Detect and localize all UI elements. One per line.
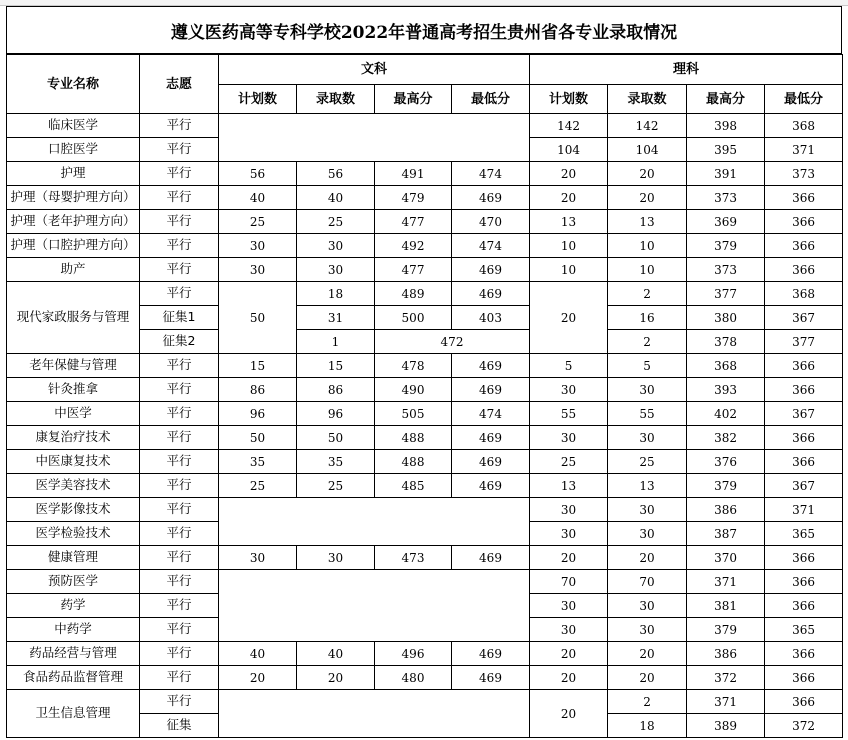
science-admit-cell[interactable]: 142 bbox=[608, 114, 687, 138]
table-row bbox=[7, 210, 843, 234]
science-min-cell[interactable]: 365 bbox=[765, 522, 843, 546]
science-plan-cell[interactable]: 104 bbox=[530, 138, 608, 162]
science-max-cell[interactable]: 370 bbox=[687, 546, 765, 570]
science-max-cell[interactable]: 368 bbox=[687, 354, 765, 378]
arts-admit-cell[interactable]: 30 bbox=[297, 546, 375, 570]
arts-admit-cell[interactable]: 40 bbox=[297, 642, 375, 666]
table-row bbox=[7, 114, 843, 138]
arts-plan-cell[interactable]: 25 bbox=[219, 210, 297, 234]
science-admit-cell[interactable]: 30 bbox=[608, 378, 687, 402]
arts-max-cell[interactable]: 488 bbox=[375, 426, 452, 450]
science-min-cell[interactable]: 366 bbox=[765, 570, 843, 594]
arts-empty-cell[interactable] bbox=[219, 690, 530, 738]
type-cell[interactable]: 平行 bbox=[140, 450, 219, 474]
header-arts-col-2[interactable]: 最高分 bbox=[375, 85, 452, 114]
arts-min-cell[interactable]: 474 bbox=[452, 402, 530, 426]
science-max-cell[interactable]: 387 bbox=[687, 522, 765, 546]
header-science-col-2[interactable]: 最高分 bbox=[687, 85, 765, 114]
science-admit-cell[interactable]: 2 bbox=[608, 690, 687, 714]
science-plan-cell[interactable]: 142 bbox=[530, 114, 608, 138]
arts-min-cell[interactable]: 403 bbox=[452, 306, 530, 330]
table-row bbox=[7, 234, 843, 258]
science-admit-cell[interactable]: 13 bbox=[608, 210, 687, 234]
type-cell[interactable]: 平行 bbox=[140, 690, 219, 714]
science-admit-cell[interactable]: 30 bbox=[608, 426, 687, 450]
arts-min-cell[interactable]: 469 bbox=[452, 282, 530, 306]
table-row bbox=[7, 546, 843, 570]
science-max-cell[interactable]: 395 bbox=[687, 138, 765, 162]
arts-min-cell[interactable]: 469 bbox=[452, 378, 530, 402]
arts-score-cell[interactable]: 472 bbox=[375, 330, 530, 354]
major-cell[interactable]: 中医学 bbox=[7, 402, 140, 426]
arts-min-cell[interactable]: 469 bbox=[452, 186, 530, 210]
science-plan-cell[interactable]: 13 bbox=[530, 210, 608, 234]
type-cell[interactable]: 征集1 bbox=[140, 306, 219, 330]
admission-table-wrap bbox=[6, 54, 842, 740]
science-max-cell[interactable]: 402 bbox=[687, 402, 765, 426]
science-max-cell[interactable]: 373 bbox=[687, 186, 765, 210]
arts-plan-cell[interactable]: 20 bbox=[219, 666, 297, 690]
type-cell[interactable]: 平行 bbox=[140, 498, 219, 522]
table-row bbox=[7, 162, 843, 186]
header-arts[interactable]: 文科 bbox=[219, 55, 530, 85]
table-row bbox=[7, 450, 843, 474]
arts-min-cell[interactable]: 474 bbox=[452, 234, 530, 258]
arts-min-cell[interactable]: 469 bbox=[452, 426, 530, 450]
science-plan-cell[interactable]: 20 bbox=[530, 282, 608, 354]
arts-min-cell[interactable]: 469 bbox=[452, 546, 530, 570]
arts-max-cell[interactable]: 478 bbox=[375, 354, 452, 378]
type-cell[interactable]: 平行 bbox=[140, 546, 219, 570]
major-cell[interactable]: 医学影像技术 bbox=[7, 498, 140, 522]
major-cell[interactable]: 药学 bbox=[7, 594, 140, 618]
science-admit-cell[interactable]: 20 bbox=[608, 186, 687, 210]
major-cell[interactable]: 食品药品监督管理 bbox=[7, 666, 140, 690]
arts-min-cell[interactable]: 469 bbox=[452, 258, 530, 282]
science-min-cell[interactable]: 367 bbox=[765, 474, 843, 498]
science-max-cell[interactable]: 373 bbox=[687, 258, 765, 282]
science-max-cell[interactable]: 379 bbox=[687, 474, 765, 498]
major-cell[interactable]: 临床医学 bbox=[7, 114, 140, 138]
arts-admit-cell[interactable]: 20 bbox=[297, 666, 375, 690]
arts-admit-cell[interactable]: 30 bbox=[297, 234, 375, 258]
arts-admit-cell[interactable]: 40 bbox=[297, 186, 375, 210]
type-cell[interactable]: 平行 bbox=[140, 162, 219, 186]
science-plan-cell[interactable]: 25 bbox=[530, 450, 608, 474]
type-cell[interactable]: 平行 bbox=[140, 282, 219, 306]
type-cell[interactable]: 平行 bbox=[140, 138, 219, 162]
type-cell[interactable]: 平行 bbox=[140, 234, 219, 258]
table-row bbox=[7, 666, 843, 690]
arts-admit-cell[interactable]: 25 bbox=[297, 474, 375, 498]
science-max-cell[interactable]: 398 bbox=[687, 114, 765, 138]
science-admit-cell[interactable]: 18 bbox=[608, 714, 687, 738]
science-max-cell[interactable]: 377 bbox=[687, 282, 765, 306]
arts-admit-cell[interactable]: 18 bbox=[297, 282, 375, 306]
science-admit-cell[interactable]: 104 bbox=[608, 138, 687, 162]
header-row-1 bbox=[7, 55, 843, 85]
science-min-cell[interactable]: 367 bbox=[765, 306, 843, 330]
arts-admit-cell[interactable]: 96 bbox=[297, 402, 375, 426]
header-arts-col-1[interactable]: 录取数 bbox=[297, 85, 375, 114]
major-cell[interactable]: 助产 bbox=[7, 258, 140, 282]
table-row bbox=[7, 354, 843, 378]
science-plan-cell[interactable]: 20 bbox=[530, 666, 608, 690]
science-plan-cell[interactable]: 20 bbox=[530, 162, 608, 186]
major-cell[interactable]: 护理（母婴护理方向） bbox=[7, 186, 140, 210]
arts-empty-cell[interactable] bbox=[219, 114, 530, 162]
type-cell[interactable]: 平行 bbox=[140, 258, 219, 282]
major-cell[interactable]: 中医康复技术 bbox=[7, 450, 140, 474]
table-row bbox=[7, 498, 843, 522]
arts-admit-cell[interactable]: 31 bbox=[297, 306, 375, 330]
type-cell[interactable]: 平行 bbox=[140, 594, 219, 618]
arts-max-cell[interactable]: 505 bbox=[375, 402, 452, 426]
major-cell[interactable]: 现代家政服务与管理 bbox=[7, 282, 140, 354]
science-plan-cell[interactable]: 10 bbox=[530, 234, 608, 258]
table-row bbox=[7, 402, 843, 426]
science-admit-cell[interactable]: 10 bbox=[608, 258, 687, 282]
arts-plan-cell[interactable]: 40 bbox=[219, 642, 297, 666]
arts-max-cell[interactable]: 500 bbox=[375, 306, 452, 330]
science-min-cell[interactable]: 366 bbox=[765, 258, 843, 282]
science-plan-cell[interactable]: 30 bbox=[530, 618, 608, 642]
science-plan-cell[interactable]: 30 bbox=[530, 498, 608, 522]
science-min-cell[interactable]: 368 bbox=[765, 114, 843, 138]
header-type[interactable]: 志愿 bbox=[140, 55, 219, 114]
science-plan-cell[interactable]: 20 bbox=[530, 642, 608, 666]
major-cell[interactable]: 药品经营与管理 bbox=[7, 642, 140, 666]
science-admit-cell[interactable]: 30 bbox=[608, 594, 687, 618]
major-cell[interactable]: 健康管理 bbox=[7, 546, 140, 570]
arts-min-cell[interactable]: 469 bbox=[452, 642, 530, 666]
science-min-cell[interactable]: 365 bbox=[765, 618, 843, 642]
science-min-cell[interactable]: 366 bbox=[765, 186, 843, 210]
arts-plan-cell[interactable]: 35 bbox=[219, 450, 297, 474]
science-plan-cell[interactable]: 20 bbox=[530, 186, 608, 210]
science-admit-cell[interactable]: 20 bbox=[608, 162, 687, 186]
science-plan-cell[interactable]: 30 bbox=[530, 426, 608, 450]
science-plan-cell[interactable]: 30 bbox=[530, 594, 608, 618]
science-admit-cell[interactable]: 10 bbox=[608, 234, 687, 258]
type-cell[interactable]: 征集2 bbox=[140, 330, 219, 354]
arts-max-cell[interactable]: 488 bbox=[375, 450, 452, 474]
table-row bbox=[7, 258, 843, 282]
arts-admit-cell[interactable]: 30 bbox=[297, 258, 375, 282]
science-max-cell[interactable]: 391 bbox=[687, 162, 765, 186]
arts-max-cell[interactable]: 477 bbox=[375, 258, 452, 282]
science-min-cell[interactable]: 373 bbox=[765, 162, 843, 186]
science-max-cell[interactable]: 389 bbox=[687, 714, 765, 738]
type-cell[interactable]: 平行 bbox=[140, 474, 219, 498]
arts-admit-cell[interactable]: 15 bbox=[297, 354, 375, 378]
science-admit-cell[interactable]: 5 bbox=[608, 354, 687, 378]
type-cell[interactable]: 平行 bbox=[140, 186, 219, 210]
science-plan-cell[interactable]: 10 bbox=[530, 258, 608, 282]
science-min-cell[interactable]: 371 bbox=[765, 498, 843, 522]
arts-max-cell[interactable]: 489 bbox=[375, 282, 452, 306]
science-min-cell[interactable]: 372 bbox=[765, 714, 843, 738]
arts-empty-cell[interactable] bbox=[219, 570, 530, 642]
arts-plan-cell[interactable]: 30 bbox=[219, 258, 297, 282]
science-min-cell[interactable]: 371 bbox=[765, 138, 843, 162]
science-max-cell[interactable]: 393 bbox=[687, 378, 765, 402]
science-plan-cell[interactable]: 30 bbox=[530, 378, 608, 402]
science-min-cell[interactable]: 366 bbox=[765, 642, 843, 666]
arts-admit-cell[interactable]: 35 bbox=[297, 450, 375, 474]
science-max-cell[interactable]: 371 bbox=[687, 570, 765, 594]
science-min-cell[interactable]: 366 bbox=[765, 354, 843, 378]
type-cell[interactable]: 平行 bbox=[140, 642, 219, 666]
type-cell[interactable]: 平行 bbox=[140, 378, 219, 402]
type-cell[interactable]: 平行 bbox=[140, 114, 219, 138]
arts-max-cell[interactable]: 492 bbox=[375, 234, 452, 258]
table-row bbox=[7, 570, 843, 594]
science-admit-cell[interactable]: 30 bbox=[608, 618, 687, 642]
science-admit-cell[interactable]: 2 bbox=[608, 330, 687, 354]
science-max-cell[interactable]: 371 bbox=[687, 690, 765, 714]
science-plan-cell[interactable]: 30 bbox=[530, 522, 608, 546]
type-cell[interactable]: 平行 bbox=[140, 402, 219, 426]
science-plan-cell[interactable]: 5 bbox=[530, 354, 608, 378]
science-max-cell[interactable]: 386 bbox=[687, 498, 765, 522]
type-cell[interactable]: 平行 bbox=[140, 210, 219, 234]
major-cell[interactable]: 口腔医学 bbox=[7, 138, 140, 162]
arts-admit-cell[interactable]: 1 bbox=[297, 330, 375, 354]
arts-min-cell[interactable]: 469 bbox=[452, 474, 530, 498]
arts-min-cell[interactable]: 469 bbox=[452, 450, 530, 474]
arts-plan-cell[interactable]: 30 bbox=[219, 546, 297, 570]
major-cell[interactable]: 医学检验技术 bbox=[7, 522, 140, 546]
major-cell[interactable]: 医学美容技术 bbox=[7, 474, 140, 498]
major-cell[interactable]: 老年保健与管理 bbox=[7, 354, 140, 378]
science-admit-cell[interactable]: 30 bbox=[608, 498, 687, 522]
science-min-cell[interactable]: 366 bbox=[765, 234, 843, 258]
science-admit-cell[interactable]: 13 bbox=[608, 474, 687, 498]
table-title: 遵义医药高等专科学校2022年普通高考招生贵州省各专业录取情况 bbox=[6, 6, 842, 54]
science-max-cell[interactable]: 378 bbox=[687, 330, 765, 354]
header-arts-col-3[interactable]: 最低分 bbox=[452, 85, 530, 114]
science-max-cell[interactable]: 380 bbox=[687, 306, 765, 330]
science-max-cell[interactable]: 379 bbox=[687, 618, 765, 642]
science-min-cell[interactable]: 367 bbox=[765, 402, 843, 426]
science-plan-cell[interactable]: 13 bbox=[530, 474, 608, 498]
science-min-cell[interactable]: 368 bbox=[765, 282, 843, 306]
arts-admit-cell[interactable]: 25 bbox=[297, 210, 375, 234]
arts-plan-cell[interactable]: 15 bbox=[219, 354, 297, 378]
arts-admit-cell[interactable]: 56 bbox=[297, 162, 375, 186]
science-plan-cell[interactable]: 70 bbox=[530, 570, 608, 594]
science-max-cell[interactable]: 379 bbox=[687, 234, 765, 258]
arts-plan-cell[interactable]: 40 bbox=[219, 186, 297, 210]
science-admit-cell[interactable]: 55 bbox=[608, 402, 687, 426]
arts-plan-cell[interactable]: 56 bbox=[219, 162, 297, 186]
science-admit-cell[interactable]: 30 bbox=[608, 522, 687, 546]
major-cell[interactable]: 预防医学 bbox=[7, 570, 140, 594]
science-max-cell[interactable]: 381 bbox=[687, 594, 765, 618]
table-row bbox=[7, 690, 843, 714]
type-cell[interactable]: 平行 bbox=[140, 666, 219, 690]
arts-min-cell[interactable]: 470 bbox=[452, 210, 530, 234]
arts-plan-cell[interactable]: 25 bbox=[219, 474, 297, 498]
science-min-cell[interactable]: 366 bbox=[765, 450, 843, 474]
header-science-col-0[interactable]: 计划数 bbox=[530, 85, 608, 114]
science-admit-cell[interactable]: 25 bbox=[608, 450, 687, 474]
table-row bbox=[7, 282, 843, 306]
science-max-cell[interactable]: 386 bbox=[687, 642, 765, 666]
header-science-col-3[interactable]: 最低分 bbox=[765, 85, 843, 114]
science-max-cell[interactable]: 382 bbox=[687, 426, 765, 450]
arts-max-cell[interactable]: 490 bbox=[375, 378, 452, 402]
major-cell[interactable]: 中药学 bbox=[7, 618, 140, 642]
major-cell[interactable]: 卫生信息管理 bbox=[7, 690, 140, 738]
arts-max-cell[interactable]: 479 bbox=[375, 186, 452, 210]
header-science-col-1[interactable]: 录取数 bbox=[608, 85, 687, 114]
type-cell[interactable]: 平行 bbox=[140, 522, 219, 546]
header-major[interactable]: 专业名称 bbox=[7, 55, 140, 114]
arts-max-cell[interactable]: 485 bbox=[375, 474, 452, 498]
arts-plan-cell[interactable]: 96 bbox=[219, 402, 297, 426]
arts-plan-cell[interactable]: 50 bbox=[219, 282, 297, 354]
science-min-cell[interactable]: 366 bbox=[765, 378, 843, 402]
header-science[interactable]: 理科 bbox=[530, 55, 843, 85]
type-cell[interactable]: 征集 bbox=[140, 714, 219, 738]
table-row bbox=[7, 642, 843, 666]
major-cell[interactable]: 康复治疗技术 bbox=[7, 426, 140, 450]
science-max-cell[interactable]: 372 bbox=[687, 666, 765, 690]
major-cell[interactable]: 护理 bbox=[7, 162, 140, 186]
major-cell[interactable]: 护理（老年护理方向） bbox=[7, 210, 140, 234]
table-row bbox=[7, 426, 843, 450]
science-min-cell[interactable]: 377 bbox=[765, 330, 843, 354]
type-cell[interactable]: 平行 bbox=[140, 354, 219, 378]
science-admit-cell[interactable]: 20 bbox=[608, 666, 687, 690]
table-row bbox=[7, 186, 843, 210]
science-min-cell[interactable]: 366 bbox=[765, 210, 843, 234]
science-min-cell[interactable]: 366 bbox=[765, 426, 843, 450]
header-arts-col-0[interactable]: 计划数 bbox=[219, 85, 297, 114]
science-plan-cell[interactable]: 20 bbox=[530, 546, 608, 570]
arts-max-cell[interactable]: 491 bbox=[375, 162, 452, 186]
arts-admit-cell[interactable]: 86 bbox=[297, 378, 375, 402]
type-cell[interactable]: 平行 bbox=[140, 570, 219, 594]
arts-min-cell[interactable]: 469 bbox=[452, 354, 530, 378]
major-cell[interactable]: 护理（口腔护理方向） bbox=[7, 234, 140, 258]
science-min-cell[interactable]: 366 bbox=[765, 594, 843, 618]
arts-plan-cell[interactable]: 50 bbox=[219, 426, 297, 450]
science-admit-cell[interactable]: 2 bbox=[608, 282, 687, 306]
arts-min-cell[interactable]: 469 bbox=[452, 666, 530, 690]
science-admit-cell[interactable]: 16 bbox=[608, 306, 687, 330]
arts-max-cell[interactable]: 496 bbox=[375, 642, 452, 666]
arts-admit-cell[interactable]: 50 bbox=[297, 426, 375, 450]
science-plan-cell[interactable]: 55 bbox=[530, 402, 608, 426]
science-min-cell[interactable]: 366 bbox=[765, 690, 843, 714]
science-admit-cell[interactable]: 70 bbox=[608, 570, 687, 594]
admission-table bbox=[6, 54, 843, 738]
arts-max-cell[interactable]: 473 bbox=[375, 546, 452, 570]
arts-plan-cell[interactable]: 30 bbox=[219, 234, 297, 258]
type-cell[interactable]: 平行 bbox=[140, 618, 219, 642]
arts-max-cell[interactable]: 480 bbox=[375, 666, 452, 690]
arts-empty-cell[interactable] bbox=[219, 498, 530, 546]
arts-max-cell[interactable]: 477 bbox=[375, 210, 452, 234]
science-max-cell[interactable]: 369 bbox=[687, 210, 765, 234]
major-cell[interactable]: 针灸推拿 bbox=[7, 378, 140, 402]
science-admit-cell[interactable]: 20 bbox=[608, 546, 687, 570]
science-min-cell[interactable]: 366 bbox=[765, 546, 843, 570]
type-cell[interactable]: 平行 bbox=[140, 426, 219, 450]
table-row bbox=[7, 474, 843, 498]
science-plan-cell[interactable]: 20 bbox=[530, 690, 608, 738]
science-min-cell[interactable]: 366 bbox=[765, 666, 843, 690]
science-admit-cell[interactable]: 20 bbox=[608, 642, 687, 666]
arts-plan-cell[interactable]: 86 bbox=[219, 378, 297, 402]
science-max-cell[interactable]: 376 bbox=[687, 450, 765, 474]
arts-min-cell[interactable]: 474 bbox=[452, 162, 530, 186]
table-row bbox=[7, 378, 843, 402]
